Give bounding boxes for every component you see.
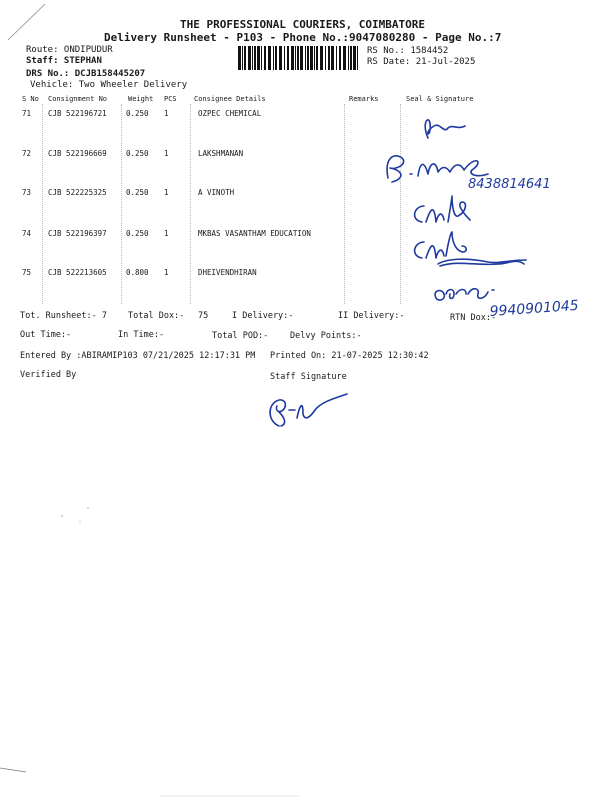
row-weight: 0.250 — [126, 149, 149, 158]
barcode-bar — [339, 46, 341, 70]
row-weight: 0.800 — [126, 268, 149, 277]
barcode-bar — [316, 46, 318, 70]
barcode-bar — [320, 46, 323, 70]
row-weight: 0.250 — [126, 188, 149, 197]
verified-by: Verified By — [20, 370, 77, 380]
row-sno: 74 — [22, 229, 32, 238]
signature-row-72 — [380, 148, 580, 192]
ii-delivery: II Delivery:- — [338, 311, 405, 321]
scan-corner-mark — [0, 0, 60, 50]
col-weight: Weight — [128, 95, 154, 103]
delvy-points: Delvy Points:- — [290, 331, 362, 341]
barcode-bar — [257, 46, 260, 70]
barcode-bar — [331, 46, 334, 70]
barcode-bar — [295, 46, 296, 70]
row-pcs: 1 — [164, 229, 169, 238]
row-consignee: A VINOTH — [198, 188, 235, 197]
barcode-bar — [261, 46, 262, 70]
handwritten-phone-72: 8438814641 — [468, 177, 551, 192]
barcode-bar — [307, 46, 309, 70]
staff-signature — [265, 388, 355, 432]
staff-signature-label: Staff Signature — [270, 372, 347, 382]
printed-on: Printed On: 21-07-2025 12:30:42 — [270, 351, 429, 361]
barcode-bar — [328, 46, 330, 70]
barcode-bar — [287, 46, 289, 70]
total-pod: Total POD:- — [212, 331, 269, 341]
barcode-bar — [252, 46, 253, 70]
row-consignment: CJB 522196669 — [48, 149, 107, 158]
barcode — [238, 46, 362, 70]
row-sno: 73 — [22, 188, 32, 197]
barcode-bar — [248, 46, 251, 70]
barcode-bar — [244, 46, 246, 70]
row-consignment: CJB 522225325 — [48, 188, 107, 197]
row-sno: 72 — [22, 149, 32, 158]
row-consignment: CJB 522213605 — [48, 268, 107, 277]
barcode-bar — [297, 46, 299, 70]
barcode-bar — [350, 46, 352, 70]
in-time: In Time:- — [118, 330, 165, 340]
barcode-bar — [310, 46, 313, 70]
barcode-bar — [343, 46, 346, 70]
barcode-bar — [314, 46, 315, 70]
signature-row-71 — [410, 110, 470, 144]
row-weight: 0.250 — [126, 229, 149, 238]
row-pcs: 1 — [164, 109, 169, 118]
barcode-bar — [275, 46, 277, 70]
signature-row-73 — [408, 192, 488, 228]
barcode-bar — [305, 46, 306, 70]
barcode-bar — [273, 46, 274, 70]
barcode-bar — [264, 46, 266, 70]
scan-artifacts — [0, 500, 600, 800]
col-seal-signature: Seal & Signature — [406, 95, 474, 103]
out-time: Out Time:- — [20, 330, 72, 340]
row-sno: 71 — [22, 109, 32, 118]
vehicle-label: Vehicle: Two Wheeler Delivery — [30, 80, 188, 90]
handwritten-phone-75: 9940901045 — [489, 297, 580, 320]
entered-by: Entered By :ABIRAMIP103 07/21/2025 12:17:31 PM — [20, 351, 256, 361]
company-title: THE PROFESSIONAL COURIERS, COIMBATORE — [180, 18, 426, 31]
row-weight: 0.250 — [126, 109, 149, 118]
barcode-bar — [291, 46, 294, 70]
signature-row-74 — [408, 230, 538, 274]
rs-date: RS Date: 21-Jul-2025 — [367, 57, 476, 67]
barcode-bar — [300, 46, 303, 70]
drs-number: DRS No.: DCJB158445207 — [26, 69, 146, 79]
barcode-bar — [348, 46, 349, 70]
col-remarks: Remarks — [349, 95, 379, 103]
barcode-bar — [268, 46, 271, 70]
barcode-bar — [325, 46, 326, 70]
rs-number: RS No.: 1584452 — [367, 46, 449, 56]
row-pcs: 1 — [164, 149, 169, 158]
row-consignee: MKBAS VASANTHAM EDUCATION — [198, 229, 311, 238]
row-pcs: 1 — [164, 188, 169, 197]
col-sno: S No — [22, 95, 39, 103]
i-delivery: I Delivery:- — [232, 311, 294, 321]
tot-runsheet: Tot. Runsheet:- 7 — [20, 311, 107, 321]
row-consignment: CJB 522196721 — [48, 109, 107, 118]
barcode-bar — [238, 46, 241, 70]
barcode-bar — [242, 46, 243, 70]
barcode-bar — [254, 46, 256, 70]
col-pcs: PCS — [164, 95, 177, 103]
col-consignee: Consignee Details — [194, 95, 266, 103]
row-sno: 75 — [22, 268, 32, 277]
row-consignee: OZPEC CHEMICAL — [198, 109, 262, 118]
staff-label: Staff: STEPHAN — [26, 56, 102, 66]
row-consignee: LAKSHMANAN — [198, 149, 244, 158]
row-consignment: CJB 522196397 — [48, 229, 107, 238]
rtn-dox: RTN Dox:- — [450, 313, 497, 323]
total-dox-value: 75 — [198, 311, 209, 321]
barcode-bar — [336, 46, 337, 70]
barcode-bar — [353, 46, 356, 70]
runsheet-line: Delivery Runsheet - P103 - Phone No.:9047080280 - Page No.:7 — [104, 31, 502, 44]
col-consignment: Consignment No — [48, 95, 108, 103]
barcode-bar — [279, 46, 282, 70]
row-consignee: DHEIVENDHIRAN — [198, 268, 257, 277]
total-dox-label: Total Dox:- — [128, 311, 185, 321]
route-label: Route: ONDIPUDUR — [26, 45, 113, 55]
barcode-bar — [284, 46, 285, 70]
barcode-bar — [357, 46, 358, 70]
row-pcs: 1 — [164, 268, 169, 277]
